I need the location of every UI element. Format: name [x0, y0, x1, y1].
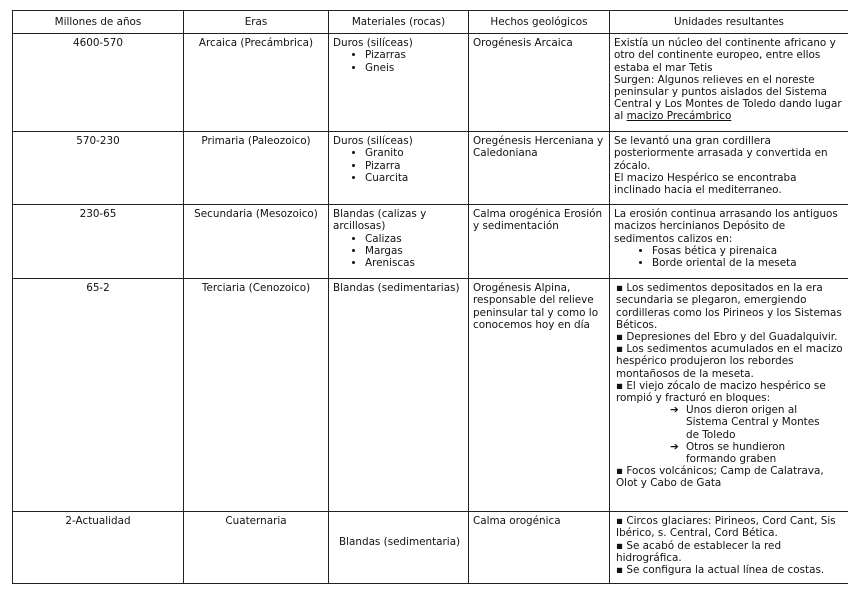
units-cell — [610, 512, 848, 584]
col-header-facts: Hechos geológicos — [469, 11, 610, 34]
list-item: • Fosas bética y pirenaica — [652, 245, 844, 257]
arrow-right-icon: ➔ — [670, 404, 679, 417]
geology-table — [12, 10, 848, 584]
header-row — [13, 11, 848, 34]
table-row — [13, 512, 848, 584]
years-cell: 570-230 — [13, 132, 184, 205]
years-cell: 230-65 — [13, 205, 184, 279]
materials-list — [333, 233, 464, 270]
facts-cell: Calma orogénica Erosión y sedimentación — [469, 205, 610, 279]
list-item: • Pizarra — [365, 160, 464, 172]
facts-cell: Orogénesis Arcaica — [469, 34, 610, 132]
materials-cell — [329, 34, 469, 132]
facts-cell: Orogénesis Alpina, responsable del relieve peninsular tal y como lo conocemos hoy en día — [469, 279, 610, 512]
materials-title: Duros (silíceas) — [333, 135, 413, 148]
units-cell — [610, 279, 848, 512]
units-text: ▪ Los sedimentos depositados en la era secundaria se plegaron, emergiendo cordilleras como los Pirineos y los Sistemas Béticos. — [616, 282, 842, 331]
materials-cell — [329, 279, 469, 512]
list-item: • Cuarcita — [365, 172, 464, 184]
era-cell: Terciaria (Cenozoico) — [184, 279, 329, 512]
units-arrow-item: ➔ Unos dieron origen al Sistema Central y Montes de Toledo — [670, 404, 820, 441]
era-cell: Arcaica (Precámbrica) — [184, 34, 329, 132]
col-header-eras: Eras — [184, 11, 329, 34]
materials-title: Blandas (sedimentarias) — [333, 282, 460, 295]
units-cell — [610, 205, 848, 279]
materials-list — [333, 49, 464, 73]
units-text: ▪ Circos glaciares: Pirineos, Cord Cant, Sis Ibérico, s. Central, Cord Bética. — [616, 515, 836, 540]
era-cell: Secundaria (Mesozoico) — [184, 205, 329, 279]
list-item: • Margas — [365, 245, 464, 257]
table-row — [13, 279, 848, 512]
materials-cell — [329, 132, 469, 205]
square-bullet-icon: ▪ — [616, 343, 627, 356]
table-row — [13, 132, 848, 205]
materials-cell — [329, 512, 469, 584]
years-cell: 2-Actualidad — [13, 512, 184, 584]
units-cell — [610, 132, 848, 205]
materials-title: Blandas (calizas y arcillosas) — [333, 208, 427, 233]
col-header-units: Unidades resultantes — [610, 11, 848, 34]
units-text: ▪ Se acabó de establecer la red hidrográfica. — [616, 539, 782, 564]
units-text: ▪ Se configura la actual línea de costas. — [616, 564, 825, 577]
square-bullet-icon: ▪ — [616, 331, 627, 344]
list-item: • Gneis — [365, 62, 464, 74]
units-arrow-item: ➔ Otros se hundieron formando graben — [670, 440, 786, 466]
square-bullet-icon: ▪ — [616, 465, 627, 478]
units-text: Se levantó una gran cordillera posteriormente arrasada y convertida en zócalo. — [614, 135, 828, 172]
units-text: ▪ El viejo zócalo de macizo hespérico se rompió y fracturó en bloques: — [616, 379, 826, 405]
units-text: Surgen: Algunos relieves en el noreste peninsular y puntos aislados del Sistema Central y Los Montes de Toledo dando lugar al macizo Precámbrico — [614, 73, 842, 123]
underlined-link: macizo Precámbrico — [626, 110, 732, 123]
list-item: • Granito — [365, 147, 464, 159]
square-bullet-icon: ▪ — [616, 379, 627, 392]
list-item: • Pizarras — [365, 49, 464, 61]
era-cell: Cuaternaria — [184, 512, 329, 584]
units-text: Existía un núcleo del continente africano y otro del continente europeo, entre ellos estaba el mar Tetis — [614, 37, 836, 74]
square-bullet-icon: ▪ — [616, 515, 627, 528]
arrow-right-icon: ➔ — [670, 440, 679, 453]
square-bullet-icon: ▪ — [616, 564, 627, 577]
col-header-years: Millones de años — [13, 11, 184, 34]
units-text: El macizo Hespérico se encontraba inclinado hacia el mediterraneo. — [614, 171, 797, 197]
table-row — [13, 34, 848, 132]
materials-title: Duros (silíceas) — [333, 37, 413, 50]
square-bullet-icon: ▪ — [616, 539, 627, 552]
materials-title: Blandas (sedimentaria) — [339, 536, 461, 549]
materials-cell — [329, 205, 469, 279]
list-item: • Areniscas — [365, 257, 464, 269]
facts-cell: Oregénesis Herceniana y Caledoniana — [469, 132, 610, 205]
list-item: • Calizas — [365, 233, 464, 245]
units-cell — [610, 34, 848, 132]
years-cell: 4600-570 — [13, 34, 184, 132]
units-list — [614, 245, 844, 269]
units-text: La erosión continua arrasando los antiguos macizos hercinianos Depósito de sedimentos calizos en: — [614, 208, 838, 245]
era-cell: Primaria (Paleozoico) — [184, 132, 329, 205]
units-text: ▪ Depresiones del Ebro y del Guadalquivir. — [616, 331, 838, 344]
units-text: ▪ Focos volcánicos; Camp de Calatrava, Olot y Cabo de Gata — [616, 465, 824, 490]
list-item: • Borde oriental de la meseta — [652, 257, 844, 269]
materials-list — [333, 147, 464, 184]
years-cell: 65-2 — [13, 279, 184, 512]
square-bullet-icon: ▪ — [616, 282, 627, 295]
col-header-materials: Materiales (rocas) — [329, 11, 469, 34]
facts-cell: Calma orogénica — [469, 512, 610, 584]
table-row — [13, 205, 848, 279]
units-text: ▪ Los sedimentos acumulados en el macizo hespérico produjeron los rebordes montañosos de la meseta. — [616, 343, 843, 380]
